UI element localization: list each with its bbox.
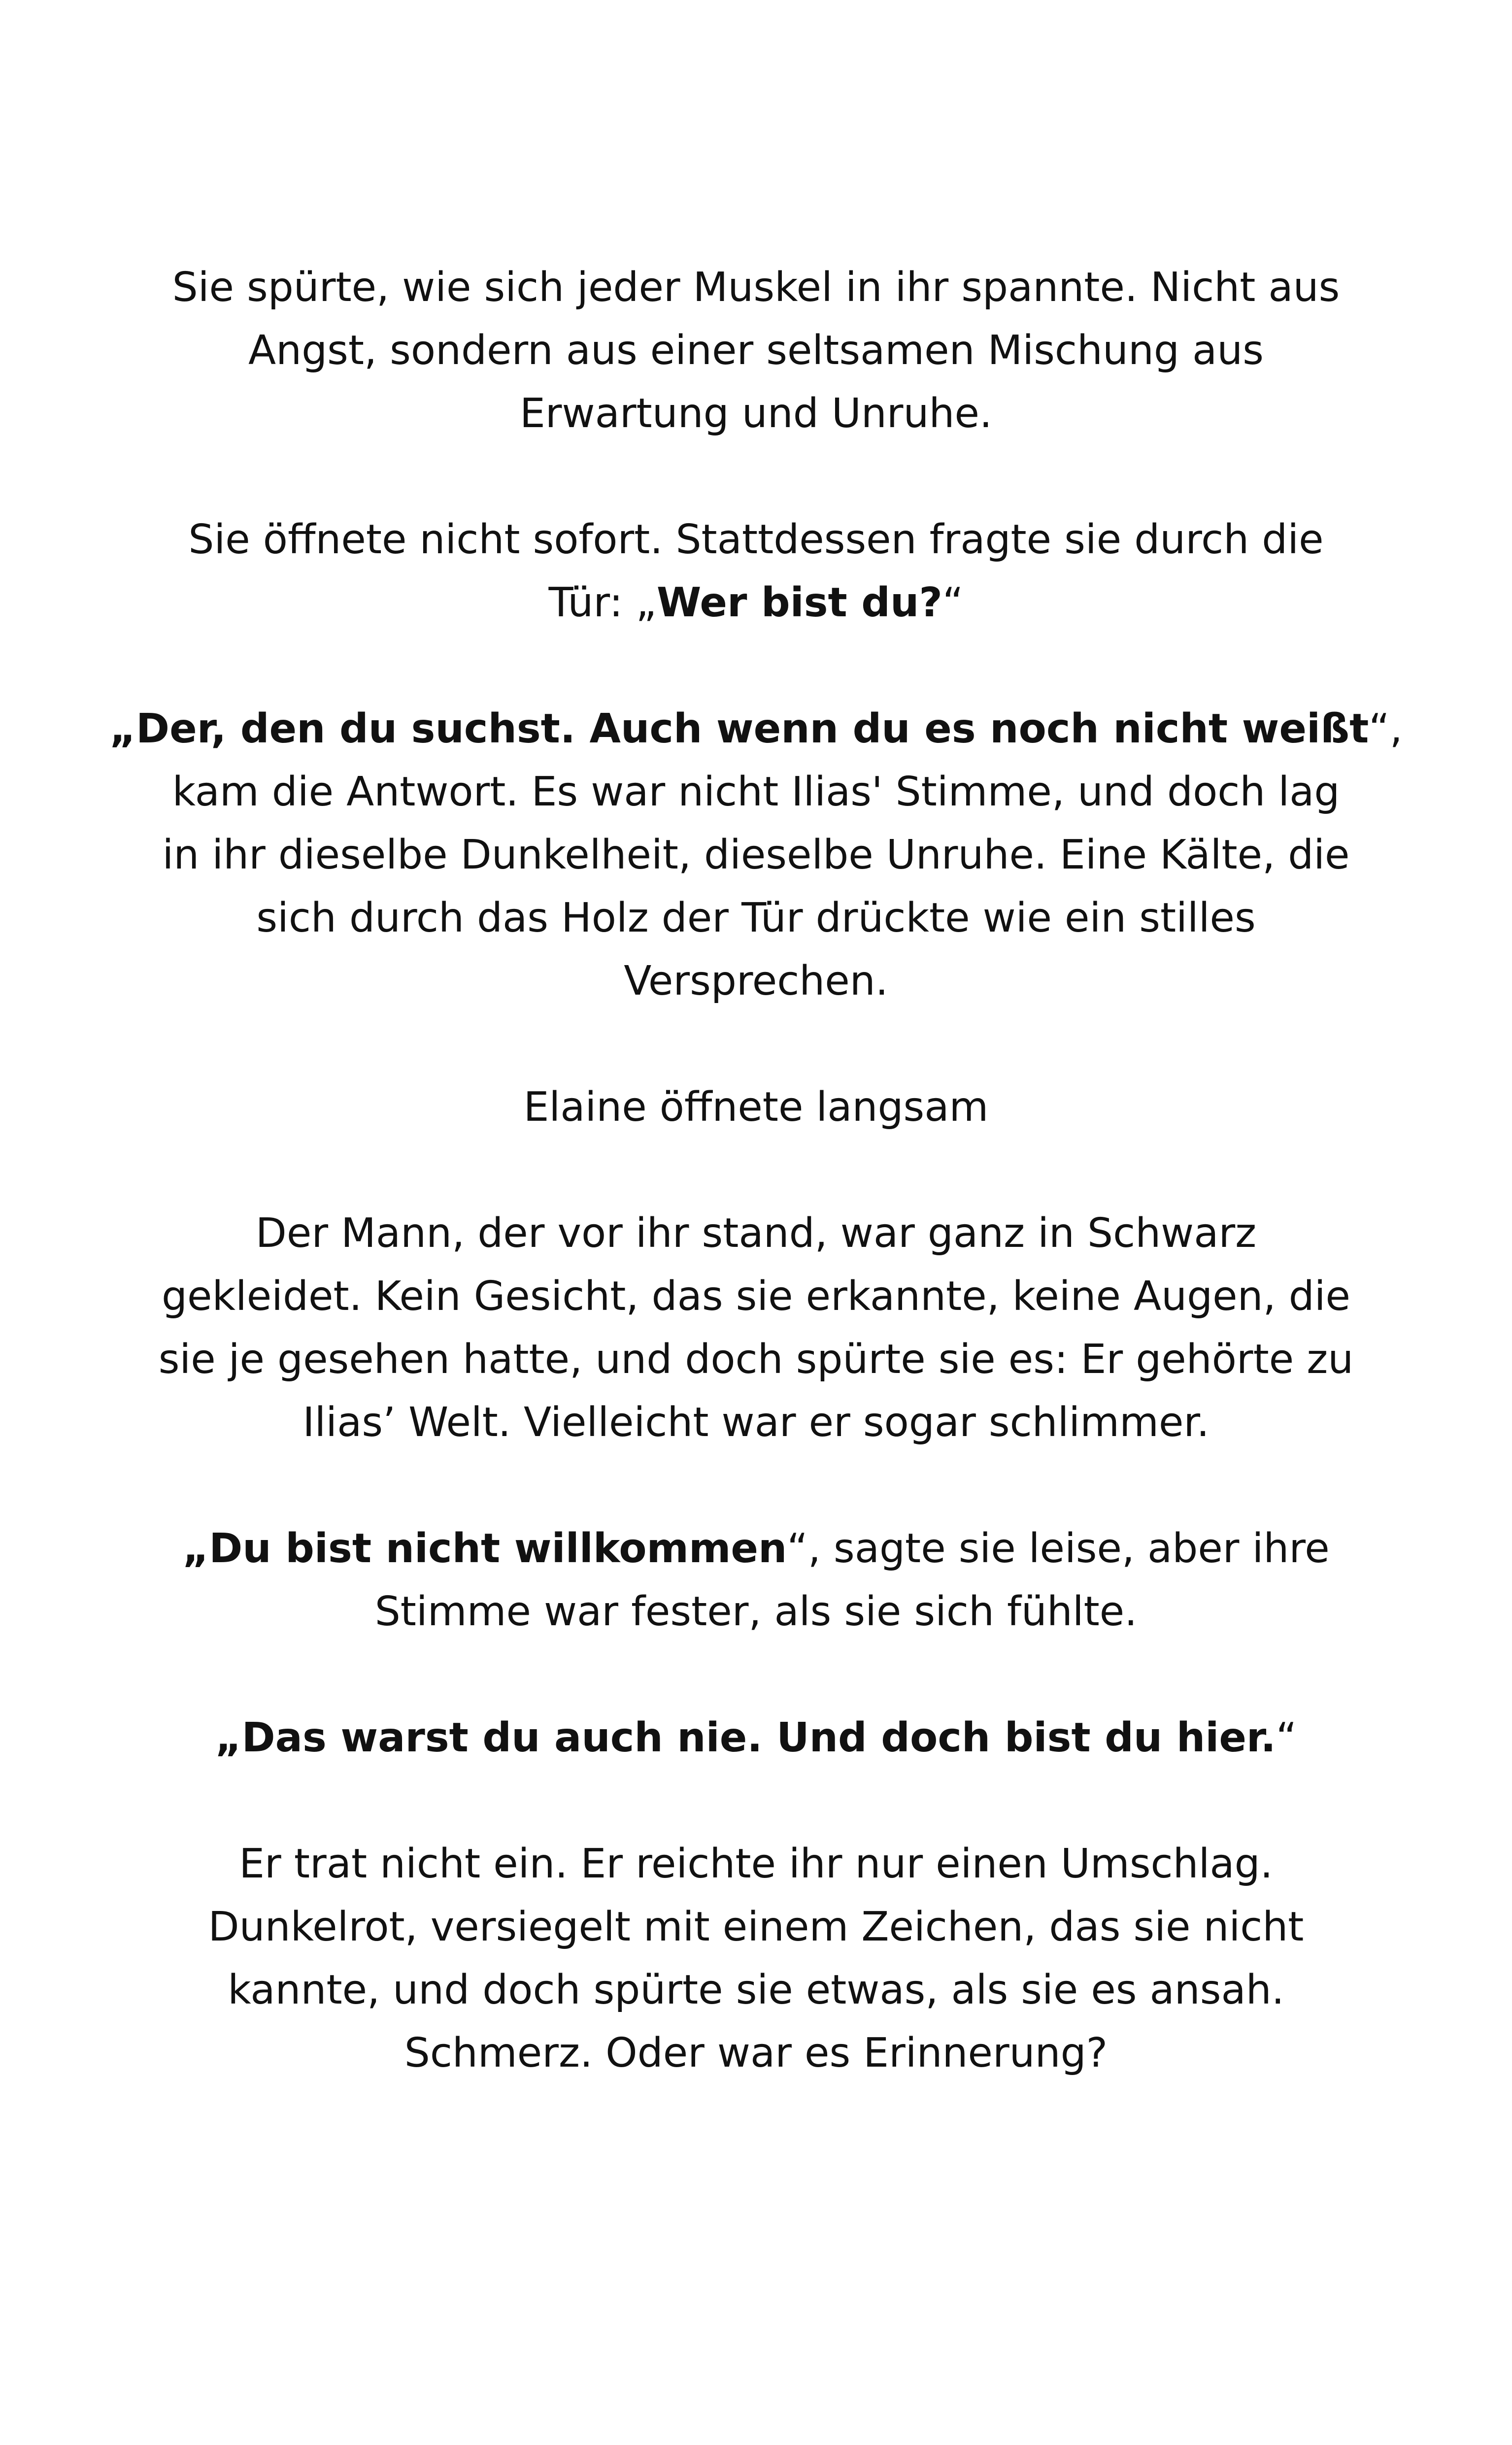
- dialogue-bold: Das warst du auch nie. Und doch bist du hier.: [241, 1714, 1276, 1761]
- text-line: [99, 1707, 1413, 1770]
- closing-quote: “: [942, 579, 964, 626]
- text-line: Sie spürte, wie sich jeder Muskel in ihr spannte. Nicht aus: [172, 264, 1340, 311]
- text-line: kannte, und doch spürte sie etwas, als sie es ansah.: [228, 1967, 1284, 2013]
- text-line: in ihr dieselbe Dunkelheit, dieselbe Unruhe. Eine Kälte, die: [162, 832, 1350, 878]
- text-line: Angst, sondern aus einer seltsamen Mischung aus: [248, 327, 1264, 374]
- text-line: Erwartung und Unruhe.: [520, 390, 992, 437]
- text-line: Schmerz. Oder war es Erinnerung?: [404, 2030, 1108, 2077]
- dialogue-bold: Der, den du suchst. Auch wenn du es noch nicht weißt: [136, 705, 1369, 752]
- text-line: Stimme war fester, als sie sich fühlte.: [374, 1588, 1138, 1635]
- text-line: Der Mann, der vor ihr stand, war ganz in Schwarz: [255, 1210, 1257, 1257]
- dialogue-bold: Wer bist du?: [656, 579, 942, 626]
- text-line: sie je gesehen hatte, und doch spürte sie es: Er gehörte zu: [158, 1336, 1354, 1383]
- paragraph-6: [99, 1517, 1413, 1643]
- story-text: [99, 256, 1413, 2085]
- text-line: Versprechen.: [624, 958, 888, 1005]
- closing-quote: “: [1276, 1714, 1297, 1761]
- paragraph-4: [99, 1076, 1413, 1139]
- paragraph-7: [99, 1707, 1413, 1770]
- text-line: Sie öffnete nicht sofort. Stattdessen fragte sie durch die: [188, 516, 1324, 563]
- paragraph-5: [99, 1202, 1413, 1454]
- text-line: [99, 698, 1413, 761]
- text-line: Er trat nicht ein. Er reichte ihr nur einen Umschlag.: [239, 1841, 1273, 1887]
- paragraph-3: [99, 698, 1413, 1013]
- text-line: kam die Antwort. Es war nicht Ilias' Stimme, und doch lag: [172, 769, 1340, 815]
- text-line: Elaine öffnete langsam: [523, 1084, 989, 1131]
- closing-quote: “,: [1369, 705, 1403, 752]
- opening-quote: „: [215, 1714, 242, 1761]
- text-line: Dunkelrot, versiegelt mit einem Zeichen, das sie nicht: [208, 1904, 1304, 1950]
- text-fragment: “, sagte sie leise, aber ihre: [787, 1525, 1330, 1572]
- text-line: sich durch das Holz der Tür drückte wie ein stilles: [256, 895, 1256, 941]
- opening-quote: „: [182, 1525, 209, 1572]
- text-line: Ilias’ Welt. Vielleicht war er sogar schlimmer.: [302, 1399, 1210, 1446]
- text-line: [99, 571, 1413, 635]
- paragraph-1: [99, 256, 1413, 445]
- paragraph-8: [99, 1833, 1413, 2085]
- text-line: gekleidet. Kein Gesicht, das sie erkannte, keine Augen, die: [161, 1273, 1351, 1320]
- opening-quote: „: [109, 705, 136, 752]
- text-line: [99, 1517, 1413, 1580]
- paragraph-2: [99, 508, 1413, 635]
- dialogue-bold: Du bist nicht willkommen: [209, 1525, 787, 1572]
- text-fragment: Tür: „: [548, 579, 657, 626]
